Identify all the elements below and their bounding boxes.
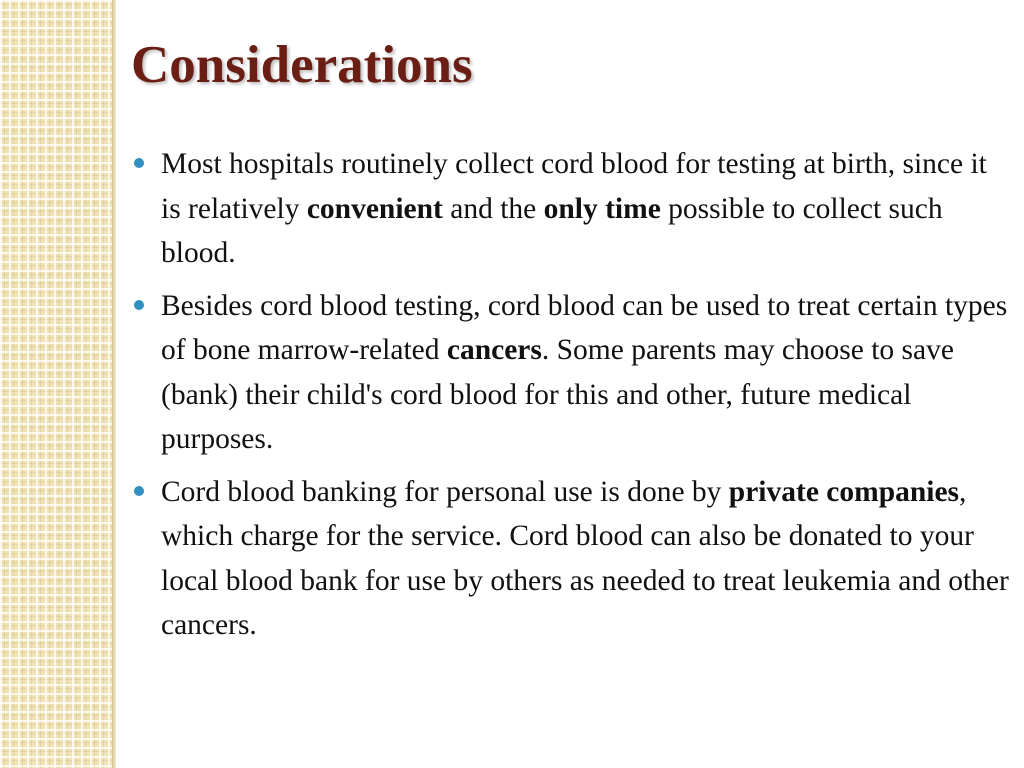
slide-title: Considerations (131, 36, 473, 94)
text-segment: Besides cord blood testing, cord blood can be used to treat certain types of bone marrow-related (161, 289, 1008, 366)
decorative-side-strip (0, 0, 112, 768)
bold-text-segment: only time (543, 192, 661, 225)
bullet-item (132, 284, 1012, 462)
bullet-list (132, 142, 1012, 656)
text-segment: Cord blood banking for personal use is done by (161, 475, 729, 508)
bullet-dot-icon (134, 486, 144, 496)
text-segment: and the (442, 192, 544, 225)
bullet-item (132, 470, 1012, 648)
bullet-text (161, 290, 1007, 456)
text-segment: . Some parents may choose to save (bank) their child's cord blood for this and other, future medical purposes. (161, 334, 954, 455)
bullet-dot-icon (134, 300, 144, 310)
bold-text-segment: cancers (446, 334, 542, 366)
bold-text-segment: convenient (306, 192, 443, 225)
side-strip-edge (112, 0, 116, 768)
text-segment: possible to collect such blood. (161, 192, 943, 269)
bullet-text (161, 148, 987, 269)
bold-text-segment: private companies (728, 475, 960, 508)
bullet-dot-icon (134, 158, 144, 168)
bullet-item (132, 142, 1012, 276)
text-segment: Most hospitals routinely collect cord blood for testing at birth, since it is relatively (161, 148, 987, 225)
text-segment: , which charge for the service. Cord blood can also be donated to your local blood bank for use by others as needed to treat leukemia and other cancers. (161, 475, 1009, 641)
bullet-text (161, 476, 1009, 642)
